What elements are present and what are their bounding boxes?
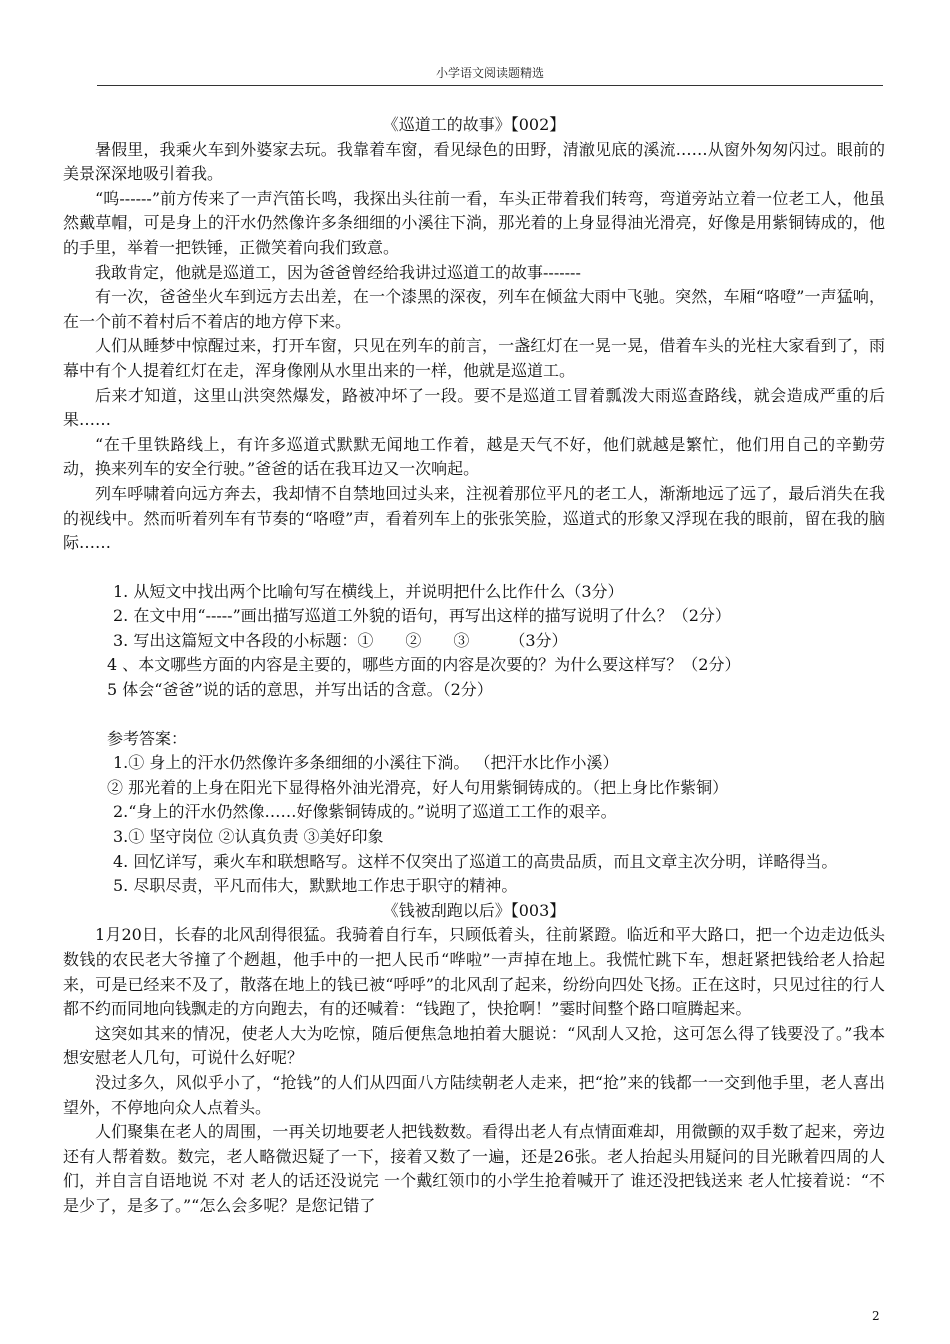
story1-paragraph: 列车呼啸着向远方奔去，我却情不自禁地回过头来，注视着那位平凡的老工人，渐渐地远了远了，最后消失在我的视线中。然而听着列车有节奏的“咯噔”声，看着列车上的张张笑脸，巡道式的形象又浮现在我的眼前，留在我的脑际…… — [63, 483, 885, 553]
page-number: 2 — [872, 1309, 880, 1323]
story2-paragraph: 1月20日，长春的北风刮得很猛。我骑着自行车，只顾低着头，往前紧蹬。临近和平大路口，把一个边走边低头数钱的农民老大爷撞了个趔趄，他手中的一把人民币“哗啦”一声掉在地上。我慌忙跳下车，想赶紧把钱给老人拾起来，可是已经来不及了，散落在地上的钱已被“呼呼”的北风刮了起来，纷纷向四处飞扬。正在这时，只见过往的行人都不约而同地向钱飘走的方向跑去，有的还喊着：“钱跑了，快抢啊！”霎时间整个路口喧腾起来。 — [63, 925, 885, 1019]
question-item: 5 体会“爸爸”说的话的意思，并写出话的含意。（2分） — [107, 680, 493, 700]
story1-paragraph: “呜------”前方传来了一声汽笛长鸣，我探出头往前一看，车头正带着我们转弯，弯道旁站立着一位老工人，他虽然戴草帽，可是身上的汗水仍然像许多条细细的小溪往下淌，那光着的上身显得油光滑亮，好像是用紫铜铸成的，他的手里，举着一把铁锤，正微笑着向我们致意。 — [63, 188, 885, 257]
header-divider — [97, 85, 883, 86]
answer-item: 3.① 坚守岗位 ②认真负责 ③美好印象 — [113, 827, 384, 847]
story2-paragraph: 这突如其来的情况，使老人大为吃惊，随后便焦急地拍着大腿说：“风刮人又抢，这可怎么得了钱要没了。”我本想安慰老人几句，可说什么好呢？ — [63, 1023, 885, 1068]
story2-paragraph: 人们聚集在老人的周围，一再关切地要老人把钱数数。看得出老人有点情面难却，用微颤的双手数了起来，旁边还有人帮着数。数完，老人略微迟疑了一下，接着又数了一遍，还是26张。老人抬起头用疑问的目光瞅着四周的人们，并自言自语地说 不对 老人的话还没说完 一个戴红领巾的小学生抢着喊开了 谁还没把钱送来 老人忙接着说：“不是少了，是多了。”“怎么会多呢？是您记错了 — [63, 1122, 885, 1215]
story2-title: 《钱被刮跑以后》【003】 — [382, 900, 566, 920]
page-header: 小学语文阅读题精选 — [435, 66, 544, 80]
question-item: 3. 写出这篇短文中各段的小标题：① ② ③ （3分） — [113, 630, 568, 650]
spacer — [63, 703, 885, 727]
question-item: 2. 在文中用“-----”画出描写巡道工外貌的语句，再写出这样的描写说明了什么？（2分） — [113, 606, 731, 626]
question-item: 4 、本文哪些方面的内容是主要的，哪些方面的内容是次要的？为什么要这样写？（2分） — [107, 655, 741, 675]
spacer — [63, 556, 885, 580]
answer-item: 1.① 身上的汗水仍然像许多条细细的小溪往下淌。 （把汗水比作小溪） — [113, 753, 619, 773]
story2-paragraph: 没过多久，风似乎小了，“抢钱”的人们从四面八方陆续朝老人走来，把“抢”来的钱都一一交到他手里，老人喜出望外，不停地向众人点着头。 — [63, 1072, 885, 1117]
answer-item: ② 那光着的上身在阳光下显得格外油光滑亮，好人句用紫铜铸成的。（把上身比作紫铜） — [107, 777, 729, 797]
story1-paragraph: 后来才知道，这里山洪突然爆发，路被冲坏了一段。要不是巡道工冒着瓢泼大雨巡查路线，就会造成严重的后果…… — [63, 385, 885, 430]
answers-heading: 参考答案： — [107, 728, 188, 748]
question-item: 1. 从短文中找出两个比喻句写在横线上，并说明把什么比作什么（3分） — [113, 581, 624, 601]
answer-item: 5. 尽职尽责，平凡而伟大，默默地工作忠于职守的精神。 — [113, 876, 518, 896]
story1-paragraph: 我敢肯定，他就是巡道工，因为爸爸曾经给我讲过巡道工的故事------- — [95, 262, 581, 282]
story1-paragraph: “在千里铁路线上，有许多巡道式默默无闻地工作着，越是天气不好，他们就越是繁忙，他们用自己的辛勤劳动，换来列车的安全行驶。”爸爸的话在我耳边又一次响起。 — [63, 434, 885, 479]
answer-item: 4. 回忆详写，乘火车和联想略写。这样不仅突出了巡道工的高贵品质，而且文章主次分明，详略得当。 — [113, 851, 838, 871]
story1-paragraph: 人们从睡梦中惊醒过来，打开车窗，只见在列车的前言，一盏红灯在一晃一晃，借着车头的光柱大家看到了，雨幕中有个人提着红灯在走，浑身像刚从水里出来的一样，他就是巡道工。 — [63, 336, 885, 380]
answer-item: 2.“身上的汗水仍然像……好像紫铜铸成的。”说明了巡道工工作的艰辛。 — [113, 802, 617, 822]
story1-paragraph: 有一次，爸爸坐火车到远方去出差，在一个漆黑的深夜，列车在倾盆大雨中飞驰。突然，车厢“咯噔”一声猛响，在一个前不着村后不着店的地方停下来。 — [63, 287, 885, 331]
story1-paragraph: 暑假里，我乘火车到外婆家去玩。我靠着车窗，看见绿色的田野，清澈见底的溪流……从窗外匆匆闪过。眼前的美景深深地吸引着我。 — [63, 139, 885, 184]
story1-title: 《巡道工的故事》【002】 — [382, 115, 566, 134]
document-body — [63, 113, 885, 1219]
